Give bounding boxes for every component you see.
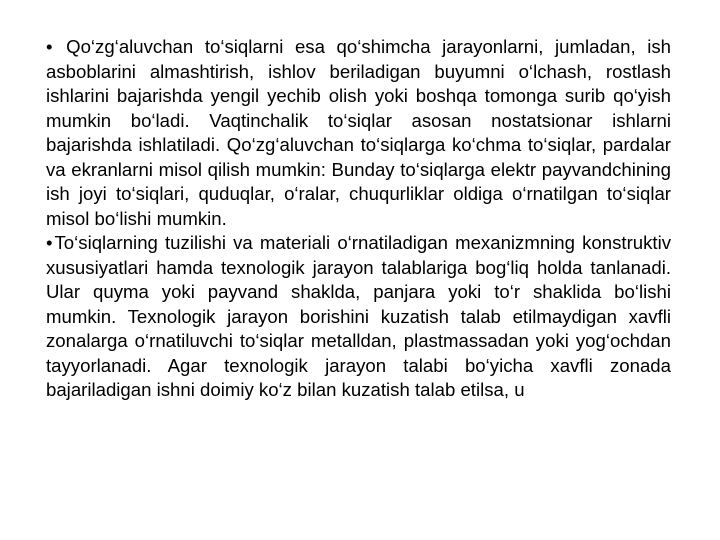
paragraph-1 [46, 35, 671, 231]
bullet-icon: • [46, 36, 53, 57]
bullet-icon: • [46, 232, 53, 253]
paragraph-2 [46, 231, 671, 403]
paragraph-2-text: To‘siqlarning tuzilishi va materiali o‘rnatiladigan mexanizmning konstruktiv xususiyatlari hamda texnologik jarayon talablariga bog‘liq holda tanlanadi. Ular quyma yoki payvand shaklda, panjara yoki to‘r shaklida bo‘lishi mumkin. Texnologik jarayon borishini kuzatish talab etilmaydigan xavfli zonalarga o‘rnatiluvchi to‘siqlar metalldan, plastmassadan yoki yog‘ochdan tayyorlanadi. Agar texnologik jarayon talabi bo‘yicha xavfli zonada bajariladigan ishni doimiy ko‘z bilan kuzatish talab etilsa, u [46, 232, 671, 400]
paragraph-1-text: Qo‘zg‘aluvchan to‘siqlarni esa qo‘shimcha jarayonlarni, jumladan, ish asboblarini almashtirish, ishlov beriladigan buyumni o‘lchash, rostlash ishlarini bajarishda yengil yechib olish yoki boshqa tomonga surib qo‘yish mumkin bo‘ladi. Vaqtinchalik to‘siqlar asosan nostatsionar ishlarni bajarishda ishlatiladi. Qo‘zg‘aluvchan to‘siqlarga ko‘chma to‘siqlar, pardalar va ekranlarni misol qilish mumkin: Bunday to‘siqlarga elektr payvandchining ish joyi to‘siqlari, quduqlar, o‘ralar, chuqurliklar oldiga o‘rnatilgan to‘siqlar misol bo‘lishi mumkin. [46, 36, 672, 229]
body-text [46, 35, 671, 403]
